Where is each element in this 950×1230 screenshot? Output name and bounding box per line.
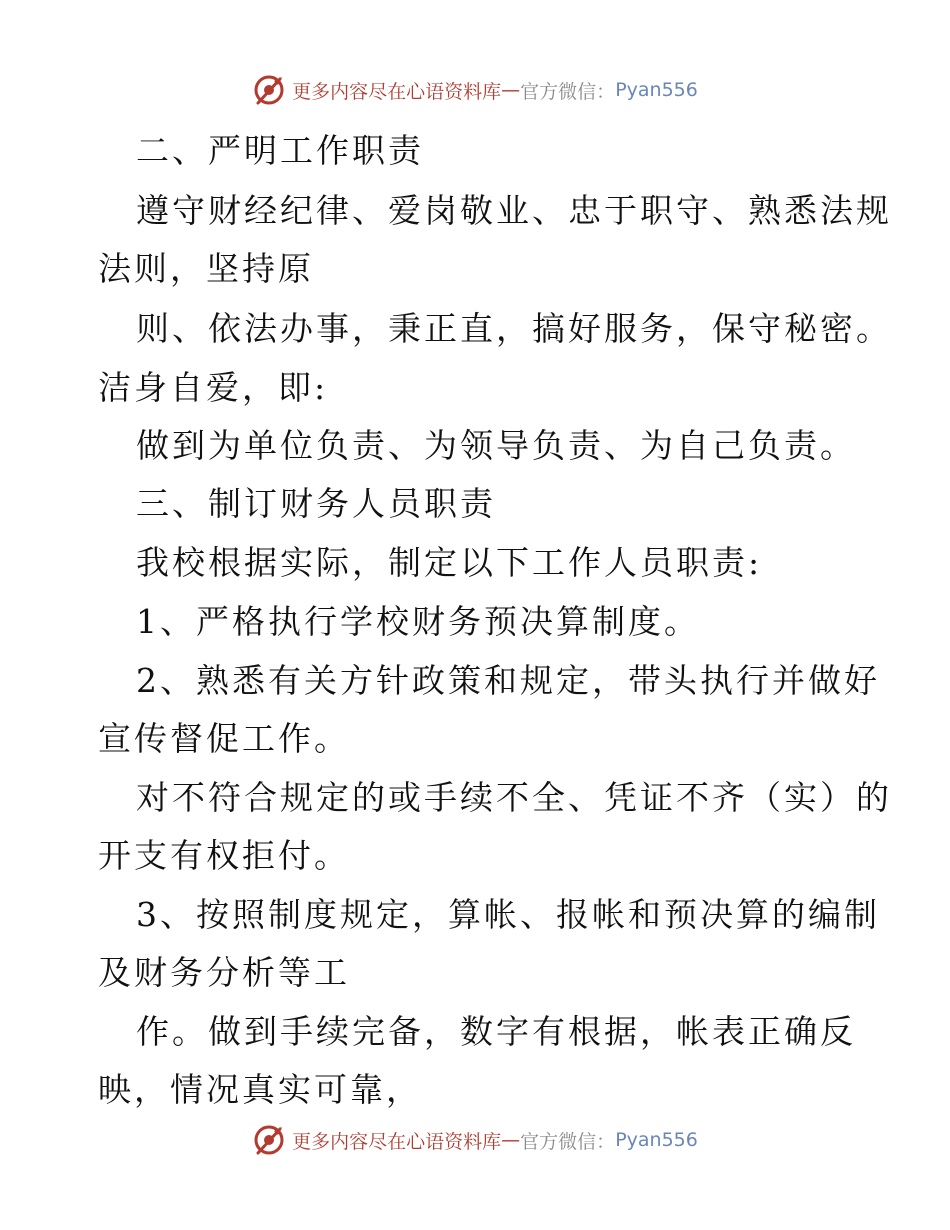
footer-banner-wechat-id: Pyan556 bbox=[615, 1129, 698, 1151]
header-banner-wechat-id: Pyan556 bbox=[615, 79, 698, 101]
pen-logo-icon bbox=[252, 73, 286, 107]
list-item-3: 3、按照制度规定，算帐、报帐和预决算的编制 bbox=[136, 895, 880, 934]
header-banner-site-text: 更多内容尽在心语资料库 bbox=[292, 80, 502, 103]
paragraph-line: 我校根据实际，制定以下工作人员职责: bbox=[136, 543, 763, 582]
paragraph-line: 做到为单位负责、为领导负责、为自己负责。 bbox=[136, 426, 856, 465]
header-watermark-banner bbox=[0, 70, 950, 110]
footer-watermark-banner bbox=[0, 1120, 950, 1160]
list-item-2: 2、熟悉有关方针政策和规定，带头执行并做好 bbox=[136, 661, 880, 700]
paragraph-line: 映，情况真实可靠， bbox=[98, 1070, 422, 1109]
footer-banner-site-text: 更多内容尽在心语资料库 bbox=[292, 1130, 502, 1153]
paragraph-line: 洁身自爱，即: bbox=[98, 368, 329, 407]
list-item-1: 1、严格执行学校财务预决算制度。 bbox=[136, 602, 700, 641]
paragraph-line: 遵守财经纪律、爱岗敬业、忠于职守、熟悉法规 bbox=[136, 191, 892, 230]
pen-logo-icon bbox=[252, 1123, 286, 1157]
section-heading-3: 三、制订财务人员职责 bbox=[136, 484, 496, 523]
header-banner-separator: — bbox=[501, 79, 521, 101]
footer-banner-separator: — bbox=[501, 1129, 521, 1151]
paragraph-line: 及财务分析等工 bbox=[98, 953, 350, 992]
section-heading-2: 二、严明工作职责 bbox=[136, 131, 424, 170]
paragraph-line: 法则，坚持原 bbox=[98, 249, 314, 288]
paragraph-line: 作。做到手续完备，数字有根据，帐表正确反 bbox=[136, 1012, 856, 1051]
header-banner-wechat-label: 官方微信： bbox=[520, 80, 616, 103]
paragraph-line: 对不符合规定的或手续不全、凭证不齐（实）的 bbox=[136, 778, 892, 817]
footer-banner-wechat-label: 官方微信： bbox=[520, 1130, 616, 1153]
paragraph-line: 则、依法办事，秉正直，搞好服务，保守秘密。 bbox=[136, 309, 892, 348]
paragraph-line: 宣传督促工作。 bbox=[98, 719, 350, 758]
paragraph-line: 开支有权拒付。 bbox=[98, 836, 350, 875]
